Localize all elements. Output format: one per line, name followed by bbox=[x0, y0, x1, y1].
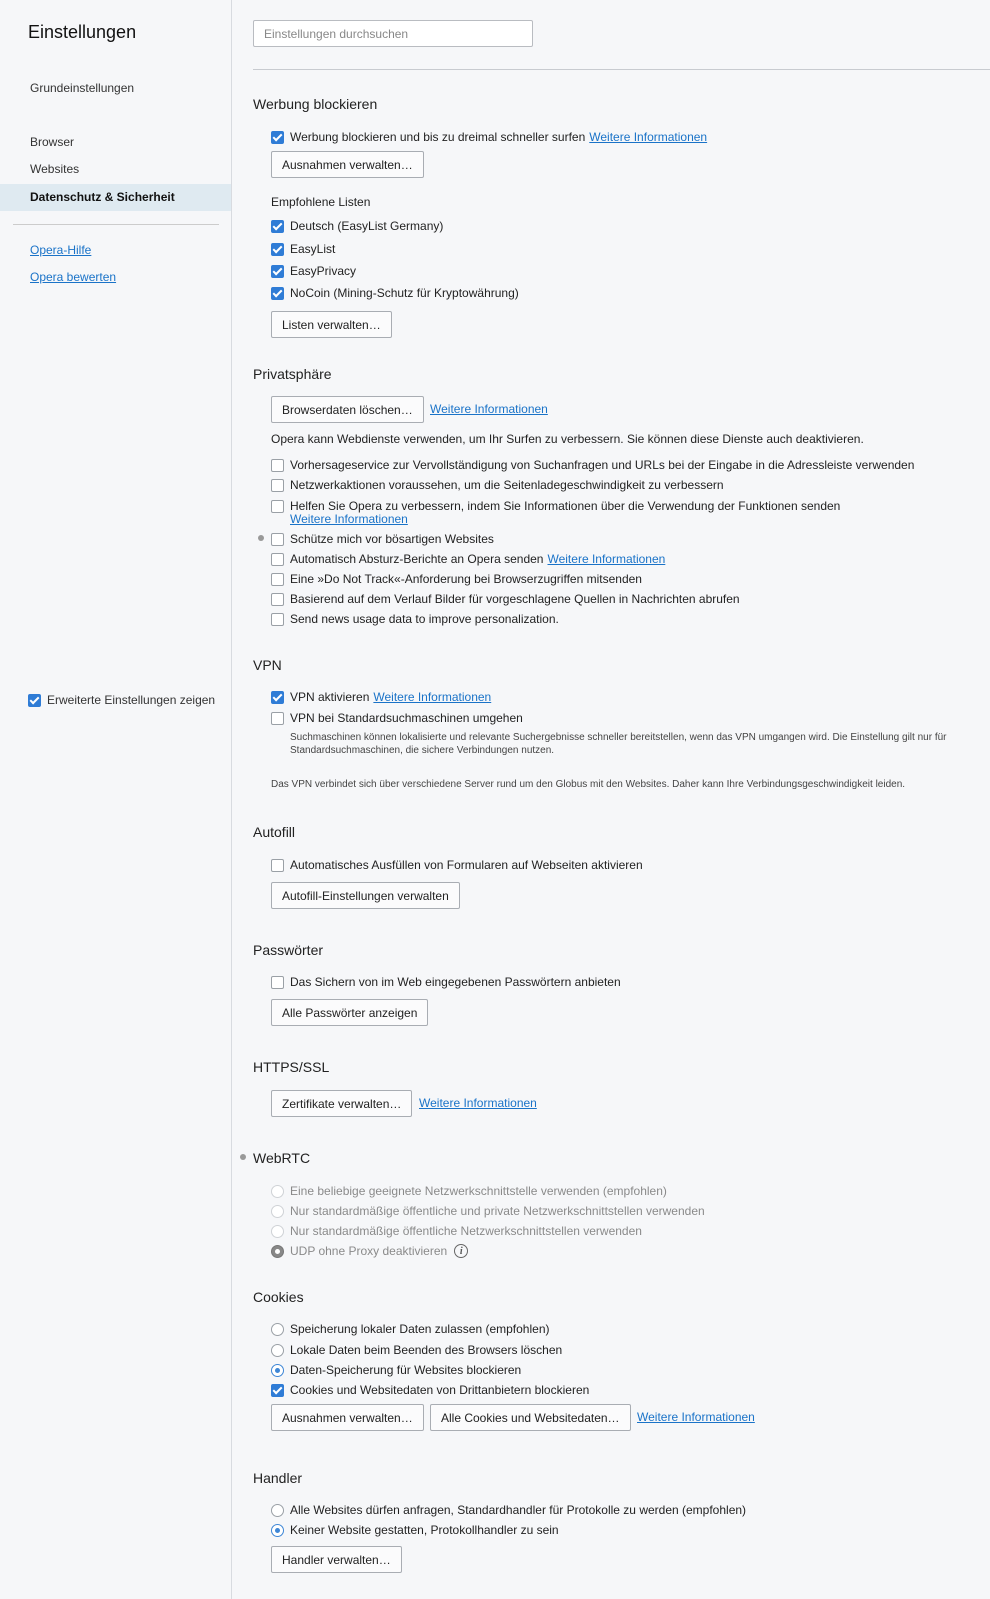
handler-option-label: Alle Websites dürfen anfragen, Standardhandler für Protokolle zu werden (empfohlen) bbox=[290, 1503, 747, 1517]
cookies-option-label: Lokale Daten beim Beenden des Browsers löschen bbox=[290, 1343, 563, 1357]
privacy-option-checkbox[interactable] bbox=[271, 593, 284, 606]
settings-content bbox=[253, 0, 990, 1599]
manage-lists-button[interactable]: Listen verwalten… bbox=[271, 311, 392, 338]
list-checkbox[interactable] bbox=[271, 220, 284, 233]
cookie-exceptions-button[interactable]: Ausnahmen verwalten… bbox=[271, 1404, 424, 1431]
handler-option-radio[interactable] bbox=[271, 1524, 284, 1537]
changed-indicator-dot bbox=[240, 1154, 246, 1160]
list-item-easylist[interactable] bbox=[271, 242, 335, 256]
webrtc-option-radio[interactable] bbox=[271, 1185, 284, 1198]
changed-indicator-dot bbox=[258, 535, 264, 541]
section-heading-passwords: Passwörter bbox=[253, 942, 324, 958]
handler-option-row[interactable] bbox=[271, 1503, 746, 1517]
third-party-cookies-row[interactable] bbox=[271, 1383, 589, 1397]
advanced-settings-toggle[interactable] bbox=[28, 693, 215, 707]
sidebar-divider bbox=[13, 224, 219, 225]
webrtc-option-radio[interactable] bbox=[271, 1225, 284, 1238]
list-item-easylist-germany[interactable] bbox=[271, 219, 443, 233]
privacy-option-row[interactable] bbox=[271, 592, 740, 606]
passwords-offer-label: Das Sichern von im Web eingegebenen Passwörtern anbieten bbox=[290, 975, 621, 989]
passwords-offer-row[interactable] bbox=[271, 975, 621, 989]
cookies-option-row[interactable] bbox=[271, 1322, 549, 1336]
all-cookies-button[interactable]: Alle Cookies und Websitedaten… bbox=[430, 1404, 631, 1431]
list-label: NoCoin (Mining-Schutz für Kryptowährung) bbox=[290, 286, 519, 300]
privacy-option-row[interactable] bbox=[271, 612, 559, 626]
adblock-more-info-link[interactable]: Weitere Informationen bbox=[589, 130, 708, 144]
privacy-option-checkbox[interactable] bbox=[271, 533, 284, 546]
privacy-description: Opera kann Webdienste verwenden, um Ihr Surfen zu verbessern. Sie können diese Dienste auch deaktivieren. bbox=[271, 432, 864, 446]
list-checkbox[interactable] bbox=[271, 287, 284, 300]
cookies-option-label: Speicherung lokaler Daten zulassen (empfohlen) bbox=[290, 1322, 550, 1336]
show-passwords-button[interactable]: Alle Passwörter anzeigen bbox=[271, 999, 428, 1026]
section-heading-vpn: VPN bbox=[253, 657, 282, 673]
webrtc-option-row[interactable] bbox=[271, 1184, 667, 1198]
privacy-option-label: Vorhersageservice zur Vervollständigung von Suchanfragen und URLs bei der Eingabe in die Adressleiste verwenden bbox=[290, 458, 915, 472]
cookies-option-row[interactable] bbox=[271, 1343, 562, 1357]
section-heading-cookies: Cookies bbox=[253, 1289, 304, 1305]
autofill-enable-row[interactable] bbox=[271, 858, 643, 872]
vpn-more-info-link[interactable]: Weitere Informationen bbox=[373, 690, 492, 704]
privacy-option-label: Send news usage data to improve personalization. bbox=[290, 612, 559, 626]
sidebar-item-privacy-security[interactable]: Datenschutz & Sicherheit bbox=[0, 184, 231, 211]
privacy-option-label: Schütze mich vor bösartigen Websites bbox=[290, 532, 494, 546]
autofill-enable-checkbox[interactable] bbox=[271, 859, 284, 872]
vpn-bypass-checkbox[interactable] bbox=[271, 712, 284, 725]
privacy-option-checkbox[interactable] bbox=[271, 573, 284, 586]
advanced-settings-label: Erweiterte Einstellungen zeigen bbox=[47, 693, 216, 707]
privacy-option-label: Automatisch Absturz-Berichte an Opera senden bbox=[290, 552, 544, 566]
info-icon[interactable]: i bbox=[454, 1244, 468, 1258]
sidebar-item-websites[interactable]: Websites bbox=[30, 162, 80, 176]
privacy-option-row[interactable] bbox=[271, 552, 665, 566]
crash-reports-more-info-link[interactable]: Weitere Informationen bbox=[547, 552, 666, 566]
section-heading-webrtc: WebRTC bbox=[253, 1150, 311, 1166]
section-heading-privacy: Privatsphäre bbox=[253, 366, 332, 382]
vpn-enable-label: VPN aktivieren bbox=[290, 690, 370, 704]
handler-option-radio[interactable] bbox=[271, 1504, 284, 1517]
list-label: Deutsch (EasyList Germany) bbox=[290, 219, 444, 233]
vpn-bypass-label: VPN bei Standardsuchmaschinen umgehen bbox=[290, 711, 523, 725]
webrtc-option-row[interactable] bbox=[271, 1244, 468, 1258]
privacy-option-checkbox[interactable] bbox=[271, 613, 284, 626]
opera-help-link[interactable]: Opera-Hilfe bbox=[30, 243, 92, 257]
autofill-manage-button[interactable]: Autofill-Einstellungen verwalten bbox=[271, 882, 460, 909]
clear-browsing-data-button[interactable]: Browserdaten löschen… bbox=[271, 396, 424, 423]
privacy-option-label: Eine »Do Not Track«-Anforderung bei Browserzugriffen mitsenden bbox=[290, 572, 642, 586]
privacy-option-row[interactable] bbox=[271, 532, 494, 546]
privacy-option-row[interactable] bbox=[271, 499, 840, 513]
privacy-option-checkbox[interactable] bbox=[271, 553, 284, 566]
cookies-more-info-link[interactable]: Weitere Informationen bbox=[637, 1410, 755, 1424]
sidebar bbox=[0, 0, 232, 1599]
privacy-option-row[interactable] bbox=[271, 458, 914, 472]
https-more-info-link[interactable]: Weitere Informationen bbox=[419, 1096, 537, 1110]
webrtc-option-radio[interactable] bbox=[271, 1245, 284, 1258]
section-heading-adblock: Werbung blockieren bbox=[253, 96, 378, 112]
list-item-easyprivacy[interactable] bbox=[271, 264, 356, 278]
header-divider bbox=[253, 69, 990, 70]
list-item-nocoin[interactable] bbox=[271, 286, 519, 300]
cookies-option-label: Daten-Speicherung für Websites blockieren bbox=[290, 1363, 522, 1377]
adblock-exceptions-button[interactable]: Ausnahmen verwalten… bbox=[271, 151, 424, 178]
rate-opera-link[interactable]: Opera bewerten bbox=[30, 270, 117, 284]
cookies-option-radio[interactable] bbox=[271, 1323, 284, 1336]
vpn-bypass-note: Suchmaschinen können lokalisierte und relevante Suchergebnisse schneller bereitstellen, wenn das VPN umgangen wird. Die Einstellung gilt nur für Standardsuchmaschinen, die sichere Verbindungen nutzen. bbox=[290, 732, 947, 756]
manage-certificates-button[interactable]: Zertifikate verwalten… bbox=[271, 1090, 412, 1117]
webrtc-option-row[interactable] bbox=[271, 1204, 705, 1218]
privacy-option-checkbox[interactable] bbox=[271, 479, 284, 492]
handler-option-row[interactable] bbox=[271, 1523, 559, 1537]
third-party-cookies-label: Cookies und Websitedaten von Drittanbietern blockieren bbox=[290, 1383, 590, 1397]
adblock-enable-label: Werbung blockieren und bis zu dreimal schneller surfen bbox=[290, 130, 586, 144]
cookies-option-row[interactable] bbox=[271, 1363, 521, 1377]
adblock-enable-checkbox[interactable] bbox=[271, 131, 284, 144]
privacy-option-label: Netzwerkaktionen voraussehen, um die Seitenladegeschwindigkeit zu verbessern bbox=[290, 478, 724, 492]
section-heading-autofill: Autofill bbox=[253, 824, 296, 840]
list-label: EasyList bbox=[290, 242, 336, 256]
privacy-option-row[interactable] bbox=[271, 572, 642, 586]
webrtc-option-radio[interactable] bbox=[271, 1205, 284, 1218]
handler-option-label: Keiner Website gestatten, Protokollhandler zu sein bbox=[290, 1523, 559, 1537]
settings-search-input[interactable] bbox=[253, 20, 533, 47]
advanced-settings-checkbox[interactable] bbox=[28, 694, 41, 707]
privacy-option-checkbox[interactable] bbox=[271, 500, 284, 513]
privacy-option-label: Basierend auf dem Verlauf Bilder für vorgeschlagene Quellen in Nachrichten abrufen bbox=[290, 592, 740, 606]
list-label: EasyPrivacy bbox=[290, 264, 357, 278]
section-heading-handler: Handler bbox=[253, 1470, 303, 1486]
vpn-enable-checkbox[interactable] bbox=[271, 691, 284, 704]
privacy-option-checkbox[interactable] bbox=[271, 459, 284, 472]
cookies-option-radio[interactable] bbox=[271, 1364, 284, 1377]
adblock-enable-row[interactable] bbox=[271, 130, 707, 144]
list-checkbox[interactable] bbox=[271, 265, 284, 278]
usage-stats-more-info-link[interactable]: Weitere Informationen bbox=[290, 512, 408, 526]
sidebar-title: Einstellungen bbox=[28, 22, 137, 42]
webrtc-option-row[interactable] bbox=[271, 1224, 642, 1238]
webrtc-option-label: Eine beliebige geeignete Netzwerkschnittstelle verwenden (empfohlen) bbox=[290, 1184, 667, 1198]
passwords-offer-checkbox[interactable] bbox=[271, 976, 284, 989]
manage-handlers-button[interactable]: Handler verwalten… bbox=[271, 1546, 402, 1573]
recommended-lists-heading: Empfohlene Listen bbox=[271, 195, 371, 209]
autofill-enable-label: Automatisches Ausfüllen von Formularen auf Webseiten aktivieren bbox=[290, 858, 643, 872]
sidebar-item-browser[interactable]: Browser bbox=[30, 135, 75, 149]
cookies-option-radio[interactable] bbox=[271, 1344, 284, 1357]
vpn-bypass-row[interactable] bbox=[271, 711, 523, 725]
list-checkbox[interactable] bbox=[271, 243, 284, 256]
sidebar-item-basic[interactable]: Grundeinstellungen bbox=[30, 81, 135, 95]
third-party-cookies-checkbox[interactable] bbox=[271, 1384, 284, 1397]
privacy-option-label: Helfen Sie Opera zu verbessern, indem Sie Informationen über die Verwendung der Funktionen senden bbox=[290, 499, 841, 513]
vpn-enable-row[interactable] bbox=[271, 690, 491, 704]
privacy-option-row[interactable] bbox=[271, 478, 724, 492]
webrtc-option-label: Nur standardmäßige öffentliche Netzwerkschnittstellen verwenden bbox=[290, 1224, 642, 1238]
section-heading-https: HTTPS/SSL bbox=[253, 1059, 330, 1075]
webrtc-option-label: UDP ohne Proxy deaktivieren bbox=[290, 1244, 448, 1258]
privacy-more-info-link[interactable]: Weitere Informationen bbox=[430, 402, 548, 416]
vpn-info-note: Das VPN verbindet sich über verschiedene Server rund um den Globus mit den Websites. Daher kann Ihre Verbindungsgeschwindigkeit leiden. bbox=[271, 779, 906, 790]
webrtc-option-label: Nur standardmäßige öffentliche und private Netzwerkschnittstellen verwenden bbox=[290, 1204, 705, 1218]
